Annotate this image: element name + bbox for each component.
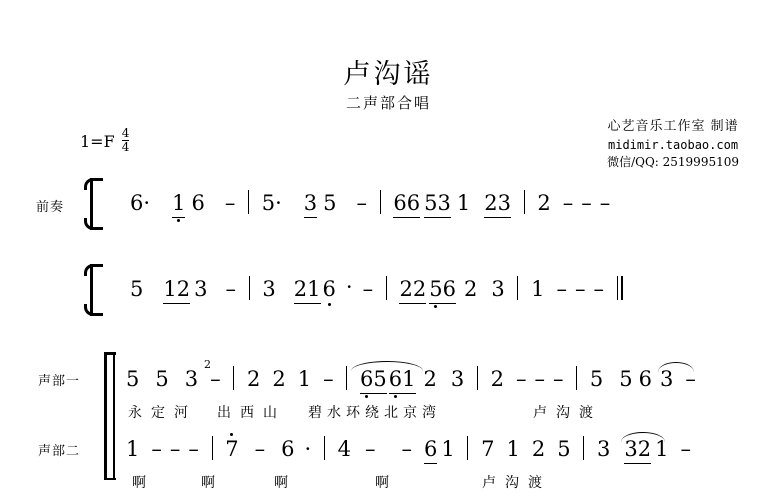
slur-voice1-a	[351, 361, 423, 371]
voice-1-notes: 5 5 3 – 2 2 1 – 6561 2 3 2 – – – 5 5 6 3 –	[126, 366, 696, 394]
page-title: 卢沟谣	[343, 59, 434, 90]
voice-2-label: 声部二	[38, 444, 81, 459]
voice-1-lyrics: 永 定 河 出 西 山 碧 水 环 绕 北 京 湾 卢 沟 渡	[128, 405, 594, 421]
slur-voice2-a	[621, 432, 665, 442]
grace-note: 2	[204, 358, 211, 371]
page-subtitle: 二声部合唱	[345, 94, 431, 112]
slur-voice1-b	[658, 362, 694, 372]
time-signature	[122, 127, 130, 153]
system-1-label: 前奏	[36, 200, 65, 215]
credits-block	[607, 118, 739, 172]
voice-2-lyrics: 啊 啊 啊 啊 卢 沟 渡	[132, 475, 543, 491]
credit-contact: 微信/QQ: 2519995109	[607, 155, 739, 170]
system-1	[0, 178, 777, 230]
system-2-brace	[84, 264, 106, 316]
system-1-notes: 6 · 1 6 – 5 · 3 5 – 66 53 1 23 2 – – –	[130, 190, 610, 218]
voice-2-notes: 1 – – – 7 – 6 · 4 – – 6 1 7 1 2 5 3 32 1 –	[126, 436, 691, 464]
time-signature-numerator: 4	[121, 126, 130, 140]
key-signature	[80, 128, 129, 154]
credit-url: midimir.taobao.com	[608, 137, 739, 152]
time-signature-denominator: 4	[121, 139, 130, 154]
system-3-bracket-inner	[113, 352, 115, 480]
key-signature-text: 1=F	[80, 131, 115, 151]
credit-studio: 心艺音乐工作室 制谱	[607, 119, 739, 134]
system-3	[0, 352, 777, 491]
voice-1-label: 声部一	[38, 374, 81, 389]
system-2	[0, 264, 777, 316]
system-1-brace	[84, 178, 106, 230]
system-2-notes: 5 12 3 – 3 216 · – 22 56 2 3 1 – – –	[130, 276, 623, 305]
system-3-bracket	[104, 352, 107, 480]
